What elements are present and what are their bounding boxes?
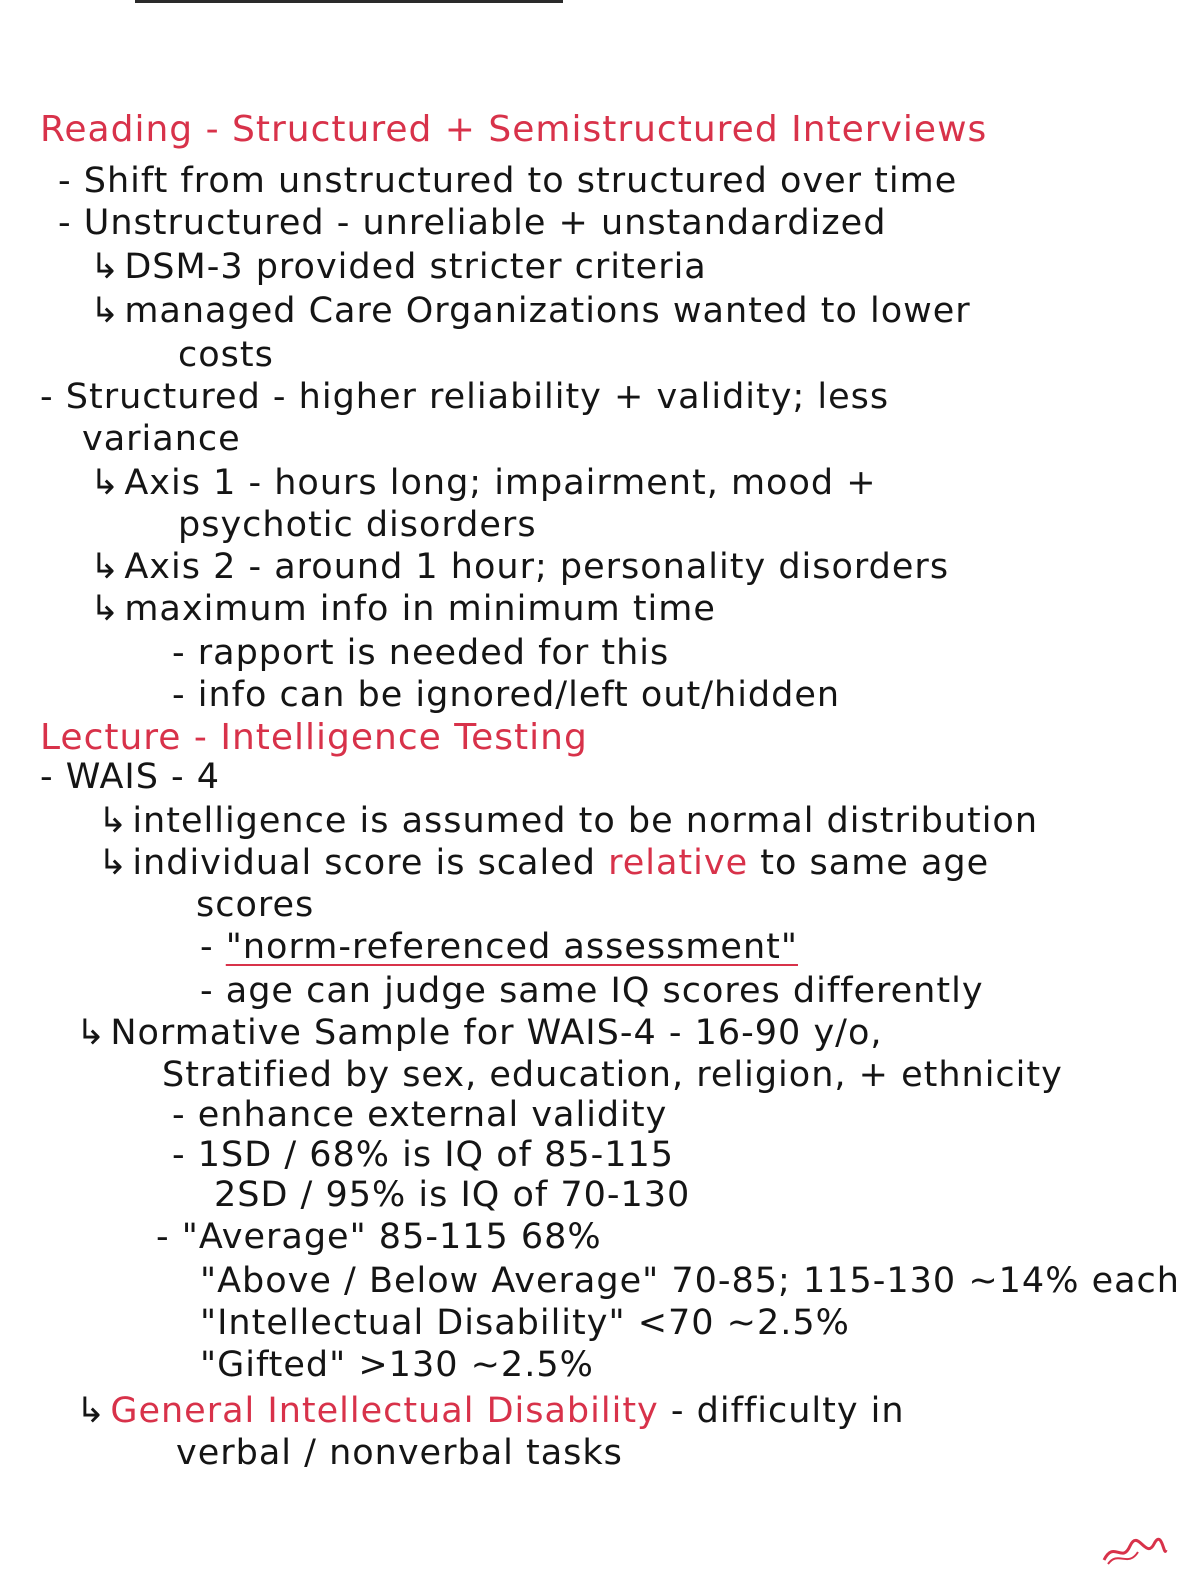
note-line: 2SD / 95% is IQ of 70-130 [214, 1175, 691, 1215]
note-line: - Shift from unstructured to structured over time [58, 161, 958, 201]
note-line: ↳ General Intellectual Disability - difficulty in [76, 1391, 905, 1431]
note-line: - "norm-referenced assessment" [200, 927, 798, 967]
arrow-icon: ↳ [90, 589, 121, 629]
arrow-icon: ↳ [90, 463, 121, 503]
arrow-icon: ↳ [90, 547, 121, 587]
arrow-icon: ↳ [98, 843, 129, 883]
note-line: scores [196, 885, 315, 925]
note-line: - "Average" 85-115 68% [156, 1217, 602, 1257]
note-line: costs [178, 335, 274, 375]
note-line: "Gifted" >130 ~2.5% [200, 1345, 594, 1385]
scribble-mark [1100, 1530, 1170, 1570]
arrow-icon: ↳ [76, 1013, 107, 1053]
note-line: ↳ Axis 2 - around 1 hour; personality disorders [90, 547, 950, 587]
page-top-edge [135, 0, 563, 3]
lecture-heading: Lecture - Intelligence Testing [40, 717, 588, 758]
note-line: - 1SD / 68% is IQ of 85-115 [172, 1135, 675, 1175]
note-line: "Above / Below Average" 70-85; 115-130 ~14% each [200, 1261, 1180, 1301]
note-line: ↳ maximum info in minimum time [90, 589, 716, 629]
note-line: psychotic disorders [178, 505, 537, 545]
note-line: - rapport is needed for this [172, 633, 670, 673]
reading-heading: Reading - Structured + Semistructured Interviews [40, 109, 988, 150]
note-line: - Unstructured - unreliable + unstandardized [58, 203, 887, 243]
note-line: ↳ Normative Sample for WAIS-4 - 16-90 y/o, [76, 1013, 883, 1053]
underlined-term: "norm-referenced assessment" [225, 927, 798, 967]
note-line: ↳ intelligence is assumed to be normal distribution [98, 801, 1039, 841]
note-line: - age can judge same IQ scores differently [200, 971, 984, 1011]
note-line: variance [82, 419, 241, 459]
note-line: - Structured - higher reliability + validity; less [40, 377, 890, 417]
arrow-icon: ↳ [98, 801, 129, 841]
note-line: "Intellectual Disability" <70 ~2.5% [200, 1303, 850, 1343]
note-line: verbal / nonverbal tasks [176, 1433, 623, 1473]
note-line: - info can be ignored/left out/hidden [172, 675, 841, 715]
note-line: Stratified by sex, education, religion, + ethnicity [162, 1055, 1063, 1095]
arrow-icon: ↳ [76, 1391, 107, 1431]
arrow-icon: ↳ [90, 291, 121, 331]
arrow-icon: ↳ [90, 247, 121, 287]
note-line: ↳ managed Care Organizations wanted to lower [90, 291, 971, 331]
note-line: ↳ individual score is scaled relative to same age [98, 843, 990, 883]
note-line: ↳ Axis 1 - hours long; impairment, mood + [90, 463, 877, 503]
note-line: - enhance external validity [172, 1095, 668, 1135]
note-line: ↳ DSM-3 provided stricter criteria [90, 247, 707, 287]
note-line: - WAIS - 4 [40, 757, 221, 797]
